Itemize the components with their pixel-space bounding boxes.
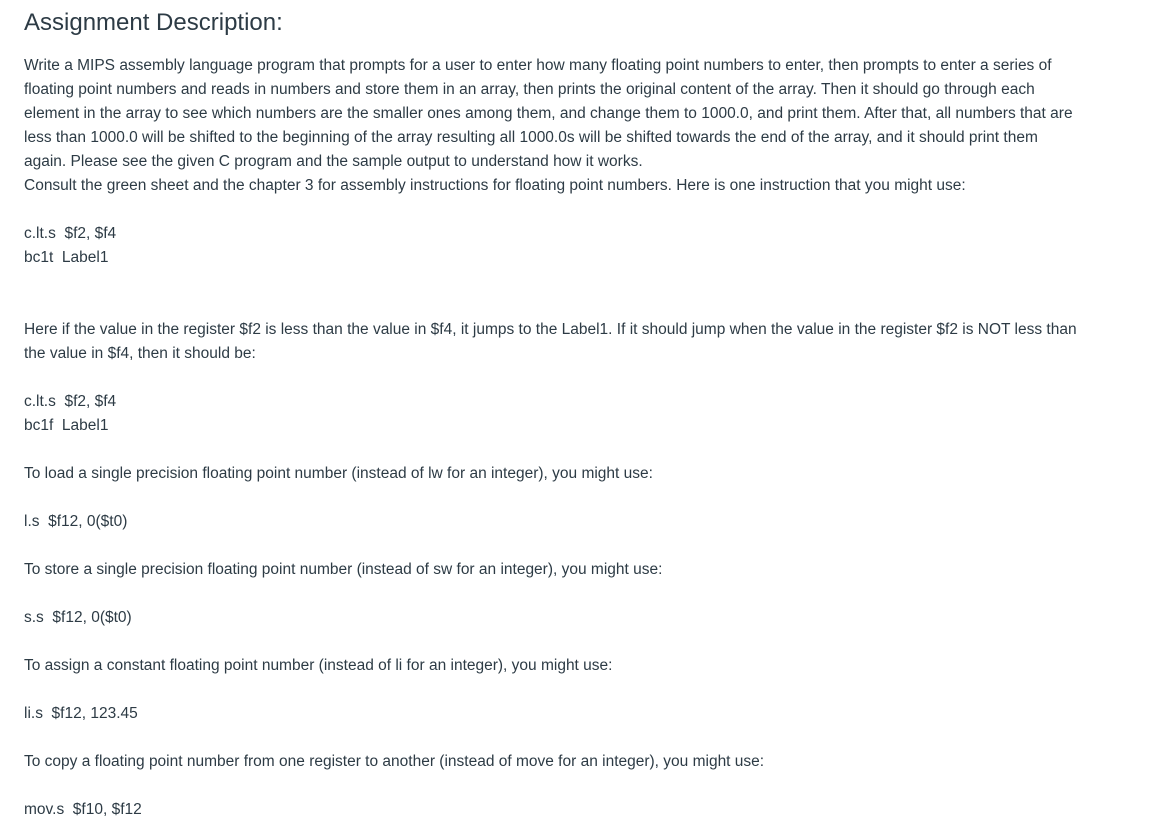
code-line: c.lt.s $f2, $f4 [24, 225, 117, 242]
intro-line: floating point numbers and reads in numbers and store them in an array, then prints the original content of the array. Then it should go through each [24, 81, 1035, 98]
branch-explanation-paragraph [24, 318, 1134, 366]
code-copy: mov.s $f10, $f12 [24, 801, 142, 818]
code-line: bc1t Label1 [24, 249, 109, 266]
code-load: l.s $f12, 0($t0) [24, 513, 128, 530]
code-block-branch-false [24, 390, 1134, 438]
paragraph-line: Here if the value in the register $f2 is less than the value in $f4, it jumps to the Label1. If it should jump when the value in the register $f2 is NOT less than [24, 321, 1077, 338]
code-line: c.lt.s $f2, $f4 [24, 393, 117, 410]
intro-line: again. Please see the given C program and the sample output to understand how it works. [24, 153, 643, 170]
code-store: s.s $f12, 0($t0) [24, 609, 132, 626]
intro-line: Write a MIPS assembly language program that prompts for a user to enter how many floating point numbers to enter, then prompts to enter a series of [24, 57, 1052, 74]
intro-paragraph [24, 54, 1134, 198]
intro-line: less than 1000.0 will be shifted to the beginning of the array resulting all 1000.0s will be shifted towards the end of the array, and it should print them [24, 129, 1038, 146]
code-assign: li.s $f12, 123.45 [24, 705, 138, 722]
code-block-branch-true [24, 222, 1134, 270]
copy-paragraph: To copy a floating point number from one register to another (instead of move for an integer), you might use: [24, 753, 765, 770]
code-line: bc1f Label1 [24, 417, 109, 434]
load-paragraph: To load a single precision floating point number (instead of lw for an integer), you might use: [24, 465, 653, 482]
paragraph-line: the value in $f4, then it should be: [24, 345, 256, 362]
store-paragraph: To store a single precision floating point number (instead of sw for an integer), you might use: [24, 561, 663, 578]
intro-line: element in the array to see which numbers are the smaller ones among them, and change them to 1000.0, and print them. After that, all numbers that are [24, 105, 1073, 122]
intro-line: Consult the green sheet and the chapter 3 for assembly instructions for floating point numbers. Here is one instruction that you might use: [24, 177, 966, 194]
assign-paragraph: To assign a constant floating point number (instead of li for an integer), you might use: [24, 657, 613, 674]
page-title: Assignment Description: [24, 9, 283, 36]
